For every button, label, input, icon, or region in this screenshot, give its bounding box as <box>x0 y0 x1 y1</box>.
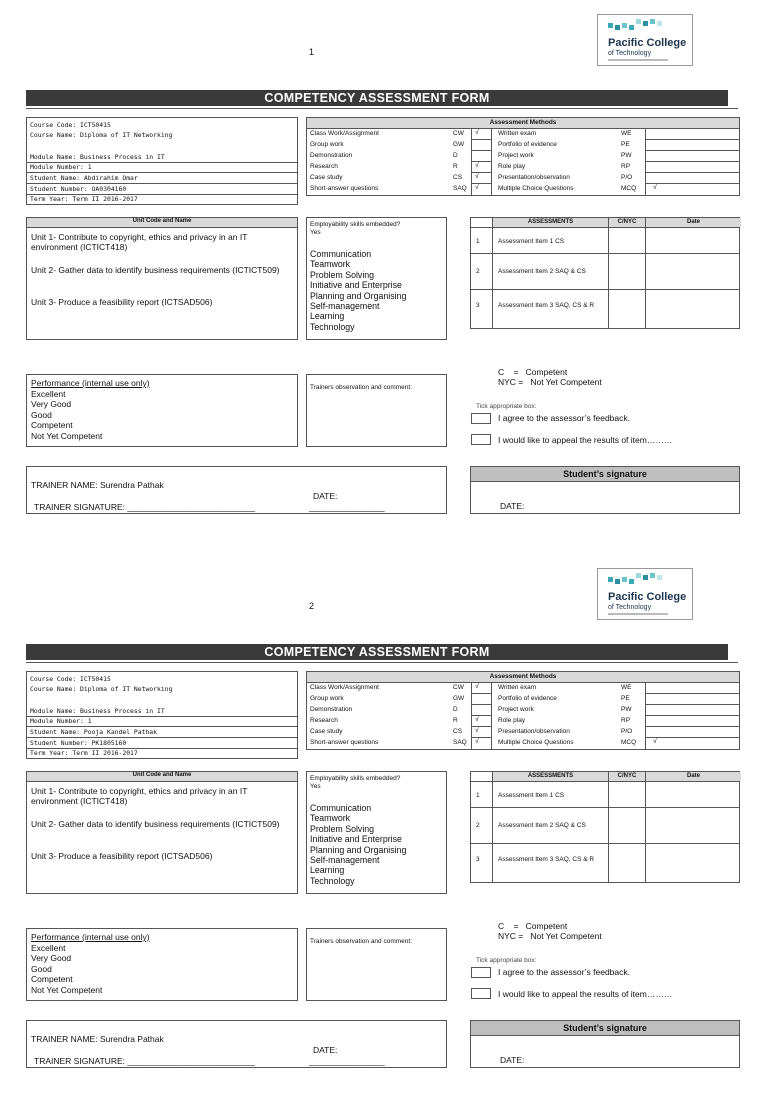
assessment-number: 2 <box>476 268 480 275</box>
trainer-comment-label: Trainers observation and comment: <box>310 384 413 391</box>
trainer-date-label: DATE: <box>313 491 338 501</box>
assessments-header: ASSESSMENTS <box>493 772 608 781</box>
method-check-cell[interactable]: √ <box>475 184 479 191</box>
trainer-signature[interactable]: TRAINER SIGNATURE: ___________________________ <box>34 502 255 512</box>
col-divider <box>492 772 493 882</box>
course-info-label: Student Number: <box>30 739 88 747</box>
method-check-cell[interactable]: √ <box>475 716 479 723</box>
course-info-row <box>30 195 138 203</box>
logo-tagline <box>608 613 668 615</box>
skill-item: Communication <box>310 803 372 813</box>
assessment-item: Assessment Item 3 SAQ, CS & R <box>498 856 595 863</box>
method-code: WE <box>621 130 632 137</box>
skill-item: Teamwork <box>310 259 351 270</box>
row-divider <box>27 726 297 727</box>
method-code: PW <box>621 706 632 713</box>
row-divider <box>471 150 491 151</box>
method-name: Portfolio of evidence <box>498 695 557 702</box>
course-info-label: Student Number: <box>30 185 88 193</box>
unit-item: Unit 1- Contribute to copyright, ethics and privacy in an IT environment (ICTICT418) <box>31 232 248 252</box>
performance-option[interactable]: Competent <box>31 974 73 985</box>
performance-box <box>26 928 298 1001</box>
method-check-cell[interactable]: √ <box>475 173 479 180</box>
course-info-row <box>30 707 165 715</box>
method-name: Case study <box>310 728 343 735</box>
course-info-row <box>30 163 92 171</box>
assessment-number: 3 <box>476 302 480 309</box>
skill-item: Problem Solving <box>310 823 375 834</box>
logo-mark <box>608 577 613 582</box>
course-info-row <box>30 728 157 736</box>
units-box <box>26 771 298 894</box>
method-name: Project work <box>498 152 534 159</box>
method-name: Presentation/observation <box>498 728 570 735</box>
method-name: Research <box>310 163 338 170</box>
skill-item: Initiative and Enterprise <box>310 280 402 291</box>
divider <box>26 108 738 109</box>
row-divider <box>471 843 739 844</box>
col-divider <box>491 128 492 195</box>
legend-nyc: NYC = Not Yet Competent <box>498 377 602 387</box>
course-info-label: Student Name: <box>30 174 81 182</box>
agree-label: I agree to the assessor’s feedback. <box>498 967 630 977</box>
method-name: Role play <box>498 717 526 724</box>
method-name: Class Work/Assignment <box>310 684 379 691</box>
assessment-item: Assessment Item 1 CS <box>498 238 565 245</box>
skill-item: Problem Solving <box>310 269 375 280</box>
course-info-box <box>26 671 298 759</box>
course-info-label: Course Name: <box>30 685 77 693</box>
col-divider <box>608 772 609 882</box>
assessment-number: 1 <box>476 238 480 245</box>
course-info-label: Module Name: <box>30 707 77 715</box>
method-check-cell[interactable]: √ <box>475 683 479 690</box>
page-number: 2 <box>309 601 315 611</box>
row-divider <box>645 726 739 727</box>
method-code: WE <box>621 684 632 691</box>
assessment-number: 3 <box>476 856 480 863</box>
performance-option[interactable]: Good <box>31 409 52 420</box>
course-info-label: Course Code: <box>30 675 77 683</box>
page-number: 1 <box>309 47 315 57</box>
appeal-checkbox[interactable] <box>471 988 491 999</box>
method-code: SAQ <box>453 185 467 192</box>
row-divider <box>471 183 491 184</box>
course-info-label: Course Code: <box>30 121 77 129</box>
assessment-number: 1 <box>476 792 480 799</box>
agree-label: I agree to the assessor’s feedback. <box>498 413 630 423</box>
method-check-cell[interactable]: √ <box>475 727 479 734</box>
course-info-box <box>26 117 298 205</box>
logo-mark <box>615 25 620 30</box>
skills-yes: Yes <box>310 783 321 790</box>
legend-c: C = Competent <box>498 367 568 377</box>
legend-nyc: NYC = Not Yet Competent <box>498 931 602 941</box>
assessment-methods-box <box>306 671 740 750</box>
method-name: Portfolio of evidence <box>498 141 557 148</box>
method-code: R <box>453 717 458 724</box>
trainer-signature[interactable]: TRAINER SIGNATURE: ___________________________ <box>34 1056 255 1066</box>
skill-item: Self-management <box>310 301 380 311</box>
skills-yes: Yes <box>310 229 321 236</box>
tick-instruction: Tick appropriate box: <box>476 957 537 964</box>
row-divider <box>27 172 297 173</box>
logo-mark <box>636 573 641 578</box>
method-check-cell[interactable]: √ <box>475 162 479 169</box>
assessment-item: Assessment Item 1 CS <box>498 792 565 799</box>
methods-header: Assessment Methods <box>307 672 739 683</box>
assessments-header: ASSESSMENTS <box>493 218 608 227</box>
col-divider <box>471 682 472 749</box>
method-name: Group work <box>310 695 344 702</box>
row-divider <box>645 693 739 694</box>
logo-mark <box>608 23 613 28</box>
method-code: GW <box>453 141 465 148</box>
method-name: Multiple Choice Questions <box>498 185 574 192</box>
method-check-cell[interactable]: √ <box>653 738 657 745</box>
skill-item: Technology <box>310 321 355 332</box>
course-info-row <box>30 739 126 747</box>
method-code: CS <box>453 174 463 181</box>
logo-mark <box>657 21 662 26</box>
trainer-date-line[interactable]: ________________ <box>309 502 385 512</box>
logo-mark <box>629 579 634 584</box>
course-info-label: Module Name: <box>30 153 77 161</box>
col-divider <box>645 682 646 749</box>
method-name: Class Work/Assignment <box>310 130 379 137</box>
appeal-label: I would like to appeal the results of item……… <box>498 435 673 445</box>
course-info-value: Term II 2016-2017 <box>72 195 138 203</box>
row-divider <box>27 737 297 738</box>
assessment-item: Assessment Item 2 SAQ & CS <box>498 268 586 275</box>
method-code: D <box>453 152 458 159</box>
performance-title: Performance (internal use only) <box>31 932 150 942</box>
performance-option[interactable]: Good <box>31 963 52 974</box>
units-header: Unit Code and Name <box>27 772 297 782</box>
row-divider <box>645 150 739 151</box>
assessment-item: Assessment Item 2 SAQ & CS <box>498 822 586 829</box>
student-number: PK1805160 <box>91 739 127 747</box>
method-code: PE <box>621 695 630 702</box>
method-name: Written exam <box>498 130 537 137</box>
method-code: PW <box>621 152 632 159</box>
row-divider <box>645 161 739 162</box>
row-divider <box>471 227 739 228</box>
course-info-row <box>30 675 111 683</box>
course-info-value: Diploma of IT Networking <box>80 131 173 139</box>
logo-name: Pacific College <box>608 591 687 603</box>
method-code: P/O <box>621 728 633 735</box>
student-number: OA0304160 <box>91 185 127 193</box>
form-page <box>0 554 768 1108</box>
performance-option[interactable]: Very Good <box>31 953 72 964</box>
course-info-row <box>30 121 111 129</box>
performance-title: Performance (internal use only) <box>31 378 150 388</box>
form-title: COMPETENCY ASSESSMENT FORM <box>26 90 728 106</box>
method-code: MCQ <box>621 185 637 192</box>
skill-item: Self-management <box>310 855 380 865</box>
performance-option[interactable]: Not Yet Competent <box>31 984 103 995</box>
unit-item: Unit 3- Produce a feasibility report (ICTSAD506) <box>31 297 213 307</box>
col-divider <box>645 772 646 882</box>
logo-subtitle: of Technology <box>608 50 652 57</box>
skill-item: Technology <box>310 875 355 886</box>
row-divider <box>471 253 739 254</box>
method-check-cell[interactable]: √ <box>475 738 479 745</box>
row-divider <box>645 139 739 140</box>
method-name: Group work <box>310 141 344 148</box>
method-check-cell[interactable]: √ <box>475 129 479 136</box>
col-divider <box>471 128 472 195</box>
method-name: Case study <box>310 174 343 181</box>
performance-option[interactable]: Excellent <box>31 942 66 953</box>
logo-subtitle: of Technology <box>608 604 652 611</box>
units-header: Unit Code and Name <box>27 218 297 228</box>
unit-item: Unit 2- Gather data to identify business requirements (ICTICT509) <box>31 819 280 829</box>
employability-skills-box <box>306 217 447 340</box>
row-divider <box>471 704 491 705</box>
row-divider <box>27 183 297 184</box>
row-divider <box>471 161 491 162</box>
units-box <box>26 217 298 340</box>
performance-box <box>26 374 298 447</box>
assessments-table <box>470 771 740 883</box>
course-info-row <box>30 131 172 139</box>
method-code: CS <box>453 728 463 735</box>
methods-header: Assessment Methods <box>307 118 739 129</box>
course-info-value: Business Process in IT <box>80 707 165 715</box>
course-info-row <box>30 685 172 693</box>
method-name: Short-answer questions <box>310 739 379 746</box>
logo-mark <box>643 575 648 580</box>
agree-checkbox[interactable] <box>471 413 491 424</box>
appeal-label: I would like to appeal the results of item……… <box>498 989 673 999</box>
course-info-label: Module Number: <box>30 717 84 725</box>
employability-skills-box <box>306 771 447 894</box>
unit-item: Unit 1- Contribute to copyright, ethics and privacy in an IT environment (ICTICT418) <box>31 786 248 806</box>
row-divider <box>471 715 491 716</box>
method-name: Written exam <box>498 684 537 691</box>
method-code: R <box>453 163 458 170</box>
student-name: Abdirahim Omar <box>83 174 138 182</box>
skill-item: Planning and Organising <box>310 844 407 855</box>
course-info-row <box>30 749 138 757</box>
trainer-name: TRAINER NAME: Surendra Pathak <box>31 1034 164 1044</box>
date-header: Date <box>646 218 741 227</box>
logo-mark <box>643 21 648 26</box>
row-divider <box>645 737 739 738</box>
cnyc-header: C/NYC <box>609 218 645 227</box>
student-signature-box[interactable] <box>470 466 740 514</box>
skill-item: Initiative and Enterprise <box>310 834 402 845</box>
logo-tagline <box>608 59 668 61</box>
unit-item: Unit 2- Gather data to identify business requirements (ICTICT509) <box>31 265 280 275</box>
logo-mark <box>650 19 655 24</box>
agree-checkbox[interactable] <box>471 967 491 978</box>
assessment-methods-box <box>306 117 740 196</box>
skill-item: Learning <box>310 865 345 876</box>
logo-mark <box>615 579 620 584</box>
col-divider <box>492 218 493 328</box>
course-info-value: Diploma of IT Networking <box>80 685 173 693</box>
college-logo <box>597 14 693 66</box>
row-divider <box>471 693 491 694</box>
method-name: Short-answer questions <box>310 185 379 192</box>
row-divider <box>471 139 491 140</box>
tick-instruction: Tick appropriate box: <box>476 403 537 410</box>
method-name: Multiple Choice Questions <box>498 739 574 746</box>
legend-c: C = Competent <box>498 921 568 931</box>
assessment-item: Assessment Item 3 SAQ, CS & R <box>498 302 595 309</box>
col-divider <box>645 128 646 195</box>
method-code: GW <box>453 695 465 702</box>
row-divider <box>645 715 739 716</box>
student-date-label: DATE: <box>500 1055 525 1065</box>
appeal-checkbox[interactable] <box>471 434 491 445</box>
row-divider <box>471 726 491 727</box>
course-info-label: Course Name: <box>30 131 77 139</box>
performance-option[interactable]: Competent <box>31 420 73 431</box>
date-header: Date <box>646 772 741 781</box>
course-info-value: ICT50415 <box>80 121 111 129</box>
student-signature-header: Student’s signature <box>471 467 739 482</box>
course-info-row <box>30 185 126 193</box>
unit-item: Unit 3- Produce a feasibility report (ICTSAD506) <box>31 851 213 861</box>
row-divider <box>645 183 739 184</box>
method-code: CW <box>453 684 464 691</box>
logo-mark <box>629 25 634 30</box>
college-logo <box>597 568 693 620</box>
method-code: CW <box>453 130 464 137</box>
skills-header: Employability skills embedded? <box>310 221 401 228</box>
trainer-date-label: DATE: <box>313 1045 338 1055</box>
performance-option[interactable]: Not Yet Competent <box>31 430 103 441</box>
course-info-label: Term Year: <box>30 195 69 203</box>
method-code: RP <box>621 163 631 170</box>
logo-mark <box>636 19 641 24</box>
col-divider <box>608 218 609 328</box>
course-info-label: Module Number: <box>30 163 84 171</box>
course-info-value: Business Process in IT <box>80 153 165 161</box>
col-divider <box>645 218 646 328</box>
row-divider <box>471 172 491 173</box>
skill-item: Planning and Organising <box>310 290 407 301</box>
course-info-value: 1 <box>87 163 92 171</box>
row-divider <box>645 172 739 173</box>
logo-mark <box>622 577 627 582</box>
method-code: MCQ <box>621 739 637 746</box>
row-divider <box>645 704 739 705</box>
method-check-cell[interactable]: √ <box>653 184 657 191</box>
col-divider <box>491 682 492 749</box>
method-code: SAQ <box>453 739 467 746</box>
method-name: Presentation/observation <box>498 174 570 181</box>
skill-item: Teamwork <box>310 813 351 824</box>
logo-mark <box>650 573 655 578</box>
skills-header: Employability skills embedded? <box>310 775 401 782</box>
assessments-table <box>470 217 740 329</box>
trainer-date-line[interactable]: ________________ <box>309 1056 385 1066</box>
student-date-label: DATE: <box>500 501 525 511</box>
trainer-box <box>26 1020 447 1068</box>
trainer-comment-label: Trainers observation and comment: <box>310 938 413 945</box>
method-code: PE <box>621 141 630 148</box>
row-divider <box>471 289 739 290</box>
assessment-number: 2 <box>476 822 480 829</box>
trainer-name: TRAINER NAME: Surendra Pathak <box>31 480 164 490</box>
course-info-label: Term Year: <box>30 749 69 757</box>
course-info-value: Term II 2016-2017 <box>72 749 138 757</box>
course-info-label: Student Name: <box>30 728 81 736</box>
skill-item: Learning <box>310 311 345 322</box>
logo-mark <box>622 23 627 28</box>
logo-name: Pacific College <box>608 37 687 49</box>
row-divider <box>471 807 739 808</box>
course-info-row <box>30 153 165 161</box>
course-info-value: 1 <box>87 717 92 725</box>
logo-mark <box>657 575 662 580</box>
method-name: Research <box>310 717 338 724</box>
trainer-comment-box[interactable] <box>306 928 447 1001</box>
method-name: Demonstration <box>310 152 353 159</box>
student-signature-header: Student’s signature <box>471 1021 739 1036</box>
cnyc-header: C/NYC <box>609 772 645 781</box>
row-divider <box>471 781 739 782</box>
skill-item: Communication <box>310 249 372 259</box>
method-code: P/O <box>621 174 633 181</box>
performance-option[interactable]: Excellent <box>31 388 66 399</box>
method-name: Role play <box>498 163 526 170</box>
method-code: RP <box>621 717 631 724</box>
course-info-row <box>30 174 138 182</box>
form-title: COMPETENCY ASSESSMENT FORM <box>26 644 728 660</box>
trainer-box <box>26 466 447 514</box>
divider <box>26 662 738 663</box>
performance-option[interactable]: Very Good <box>31 399 72 410</box>
method-name: Demonstration <box>310 706 353 713</box>
course-info-row <box>30 717 92 725</box>
student-signature-box[interactable] <box>470 1020 740 1068</box>
method-name: Project work <box>498 706 534 713</box>
trainer-comment-box[interactable] <box>306 374 447 447</box>
method-code: D <box>453 706 458 713</box>
row-divider <box>471 737 491 738</box>
course-info-value: ICT50415 <box>80 675 111 683</box>
student-name: Pooja Kandel Pathak <box>83 728 157 736</box>
